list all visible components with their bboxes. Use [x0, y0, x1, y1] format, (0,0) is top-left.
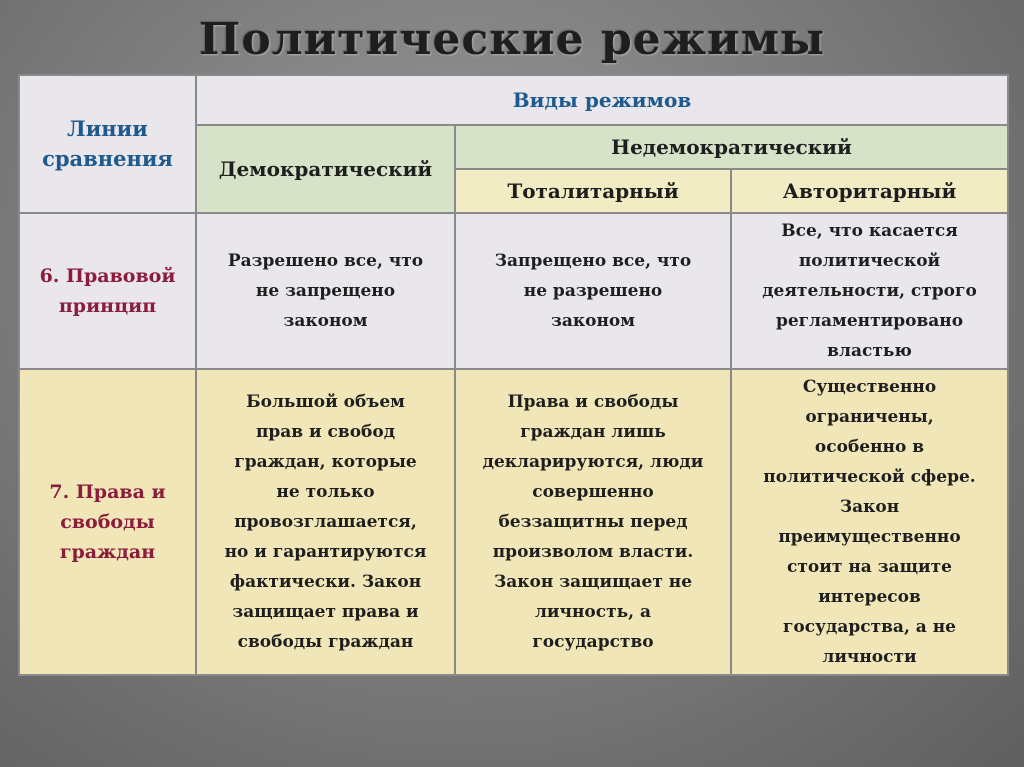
- totalitarian-text: Запрещено все, что не разрешено законом: [494, 251, 692, 331]
- democratic-header: Демократический: [218, 157, 433, 181]
- authoritarian-text: Все, что касается политической деятельности, строго регламентировано властью: [762, 221, 977, 361]
- table-row-legal-principle: [19, 213, 1008, 369]
- table-row-citizen-rights: [19, 369, 1008, 675]
- row-label: 6. Правовой принцип: [39, 265, 176, 317]
- row-label-cell: [19, 369, 196, 675]
- regime-types-header-cell: [196, 75, 1008, 125]
- democratic-text: Большой объем прав и свобод граждан, которые не только провозглашается, но и гарантируются фактически. Закон защищает права и свободы граждан: [224, 392, 427, 652]
- democratic-text: Разрешено все, что не запрещено законом: [227, 251, 424, 331]
- totalitarian-header: Тоталитарный: [507, 179, 679, 203]
- authoritarian-header: Авторитарный: [782, 179, 957, 203]
- authoritarian-header-cell: [731, 169, 1008, 213]
- democratic-cell: [196, 213, 455, 369]
- totalitarian-header-cell: [455, 169, 731, 213]
- totalitarian-text: Права и свободы граждан лишь декларируются, люди совершенно беззащитны перед произволом власти. Закон защищает не личность, а государство: [482, 392, 704, 652]
- regimes-comparison-table: [18, 74, 1009, 676]
- authoritarian-cell: [731, 213, 1008, 369]
- criteria-header: Линии сравнения: [42, 116, 173, 171]
- totalitarian-cell: [455, 213, 731, 369]
- democratic-header-cell: [196, 125, 455, 213]
- totalitarian-cell: [455, 369, 731, 675]
- slide-title: Политические режимы: [198, 14, 826, 65]
- democratic-cell: [196, 369, 455, 675]
- authoritarian-cell: [731, 369, 1008, 675]
- authoritarian-text: Существенно ограничены, особенно в политической сфере. Закон преимущественно стоит на защите интересов государства, а не личности: [763, 377, 976, 667]
- row-label: 7. Права и свободы граждан: [49, 481, 166, 563]
- nondemocratic-header: Недемократический: [611, 135, 852, 159]
- row-label-cell: [19, 213, 196, 369]
- nondemocratic-header-cell: [455, 125, 1008, 169]
- criteria-header-cell: [19, 75, 196, 213]
- regime-types-header: Виды режимов: [512, 88, 692, 112]
